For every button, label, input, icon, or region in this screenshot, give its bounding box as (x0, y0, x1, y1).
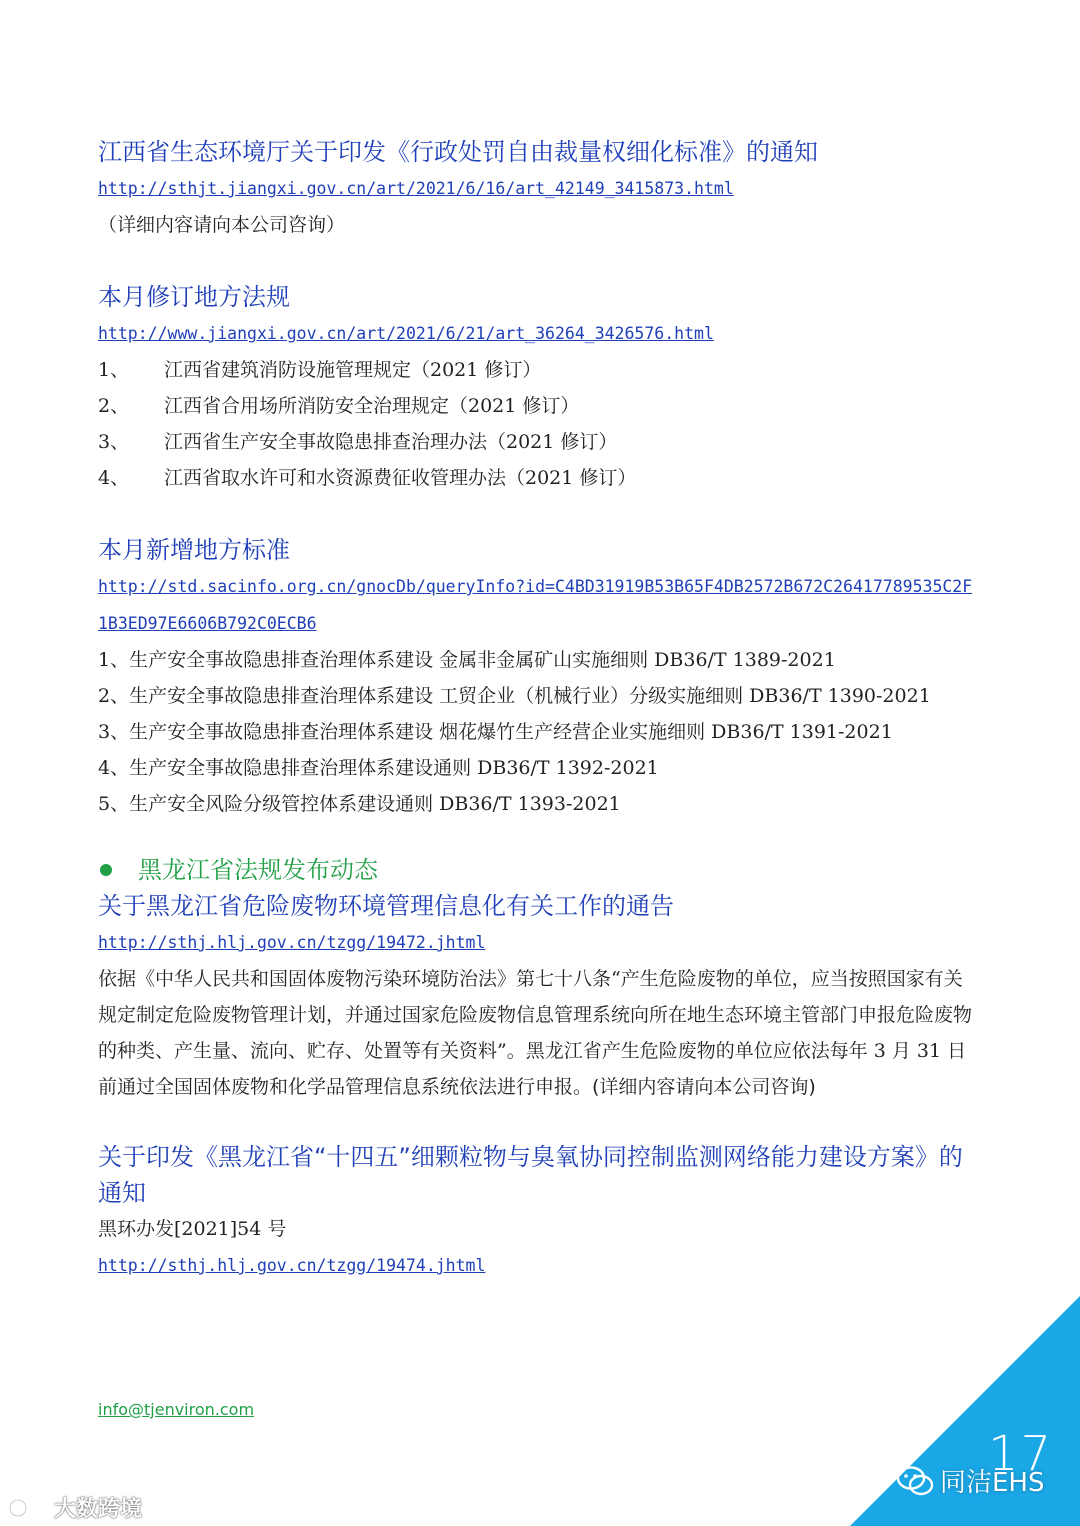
heilongjiang-section-heading (98, 852, 980, 888)
hlj-notice1-url[interactable]: http://sthj.hlj.gov.cn/tzgg/19472.jhtml (98, 933, 486, 952)
watermark-left-text: 大数跨境 (54, 1497, 143, 1522)
list-item: 4、 江西省取水许可和水资源费征收管理办法（2021 修订） (98, 467, 637, 489)
revised-regs-list (98, 352, 980, 496)
page-content (98, 134, 980, 1284)
hlj-notice1-tail: (详细内容请向本公司咨询) (592, 1076, 816, 1098)
list-item: 1、 江西省建筑消防设施管理规定（2021 修订） (98, 359, 542, 381)
revised-regs-url[interactable]: http://www.jiangxi.gov.cn/art/2021/6/21/art_36264_3426576.html (98, 324, 714, 343)
watermark-right-text: 同洁EHS (940, 1468, 1045, 1498)
new-standards-list (98, 642, 980, 822)
list-item: 3、生产安全事故隐患排查治理体系建设 烟花爆竹生产经营企业实施细则 DB36/T 1391-2021 (98, 721, 893, 743)
spacer (98, 496, 980, 532)
new-standards-title: 本月新增地方标准 (98, 536, 290, 564)
watermark-right (896, 1462, 1044, 1499)
watermark-left (8, 1492, 142, 1523)
hlj-notice1-body: 依据《中华人民共和国固体废物污染环境防治法》第七十八条“产生危险废物的单位，应当按照国家有关规定制定危险废物管理计划，并通过国家危险废物信息管理系统向所在地生态环境主管部门申报危险废物的种类、产生量、流向、贮存、处置等有关资料”。黑龙江省产生危险废物的单位应依法每年 3 月 31 日前通过全国固体废物和化学品管理信息系统依法进行申报。 (98, 968, 973, 1098)
hlj-notice1-title: 关于黑龙江省危险废物环境管理信息化有关工作的通告 (98, 892, 674, 920)
jiangxi-notice-title: 江西省生态环境厅关于印发《行政处罚自由裁量权细化标准》的通知 (98, 138, 818, 166)
jiangxi-notice-tail: （详细内容请向本公司咨询） (98, 214, 346, 236)
page-number: 17 (988, 1426, 1054, 1482)
hlj-notice1-link-line (98, 924, 980, 961)
logo-icon (8, 1496, 48, 1520)
spacer (98, 1105, 980, 1139)
hlj-notice2-title: 关于印发《黑龙江省“十四五”细颗粒物与臭氧协同控制监测网络能力建设方案》的通知 (98, 1143, 963, 1207)
spacer (98, 243, 980, 279)
spacer (98, 822, 980, 852)
hlj-notice2-url[interactable]: http://sthj.hlj.gov.cn/tzgg/19474.jhtml (98, 1256, 486, 1275)
jiangxi-notice-url[interactable]: http://sthjt.jiangxi.gov.cn/art/2021/6/16/art_42149_3415873.html (98, 179, 734, 198)
jiangxi-notice-link-line (98, 170, 980, 243)
revised-regs-link-line (98, 315, 980, 352)
hlj-notice2-link-line (98, 1247, 980, 1284)
bullet-dot-icon (100, 864, 112, 876)
hlj-notice2-doc-no: 黑环办发[2021]54 号 (98, 1218, 287, 1240)
list-item: 5、生产安全风险分级管控体系建设通则 DB36/T 1393-2021 (98, 793, 621, 815)
revised-regs-title: 本月修订地方法规 (98, 283, 290, 311)
list-item: 1、生产安全事故隐患排查治理体系建设 金属非金属矿山实施细则 DB36/T 1389-2021 (98, 649, 836, 671)
list-item: 2、生产安全事故隐患排查治理体系建设 工贸企业（机械行业）分级实施细则 DB36/T 1390-2021 (98, 685, 931, 707)
list-item: 4、生产安全事故隐患排查治理体系建设通则 DB36/T 1392-2021 (98, 757, 659, 779)
new-standards-url[interactable]: http://std.sacinfo.org.cn/gnocDb/queryInfo?id=C4BD31919B53B65F4DB2572B672C26417789535C2F1B3ED97E6606B792C0ECB6 (98, 577, 973, 633)
list-item: 2、 江西省合用场所消防安全治理规定（2021 修订） (98, 395, 580, 417)
new-standards-link-line (98, 568, 980, 642)
list-item: 3、 江西省生产安全事故隐患排查治理办法（2021 修订） (98, 431, 618, 453)
footer-email-link[interactable]: info@tjenviron.com (98, 1400, 255, 1419)
heilongjiang-section-title: 黑龙江省法规发布动态 (138, 856, 378, 884)
wechat-icon (896, 1465, 934, 1497)
hlj-notice1-body-paragraph (98, 961, 980, 1105)
